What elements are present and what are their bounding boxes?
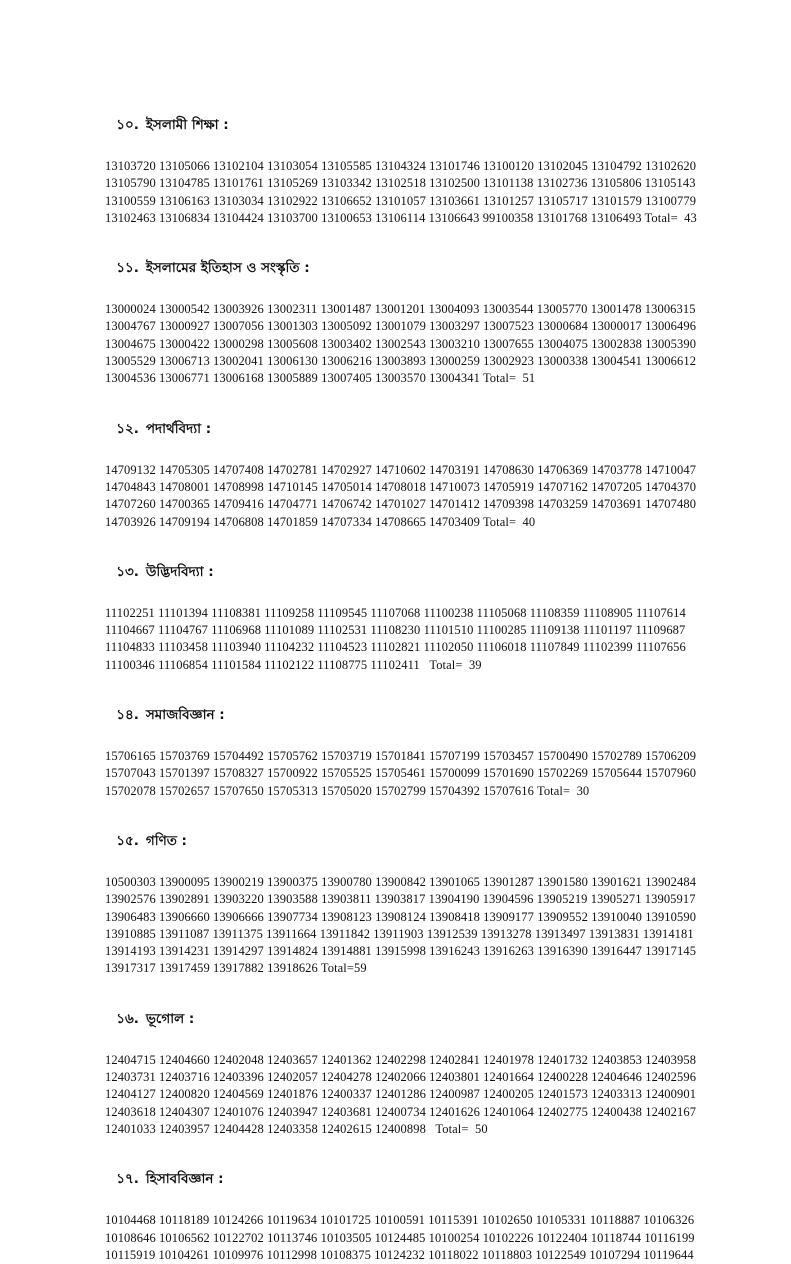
section-heading [88, 100, 721, 151]
section-number: ১৪. [116, 707, 139, 724]
section-title: উদ্ভিদবিদ্যা : [145, 563, 214, 580]
roll-number-row: 14707260 14700365 14709416 14704771 14706742 14701027 14701412 14709398 14703259 14703691 14707480 [105, 497, 697, 512]
roll-number-row: 13004767 13000927 13007056 13001303 13005092 13001079 13003297 13007523 13000684 13000017 13006496 [105, 319, 697, 334]
section-number: ১৭. [116, 1171, 139, 1188]
subject-section [88, 816, 721, 978]
section-rows [88, 462, 721, 531]
section-title: ইসলামের ইতিহাস ও সংস্কৃতি : [145, 260, 310, 277]
section-title: ভূগোল : [145, 1010, 195, 1027]
roll-number-row: 12403618 12404307 12401076 12403947 12403681 12400734 12401626 12401064 12402775 12400438 12402167 [105, 1104, 697, 1119]
roll-number-row: 13917317 13917459 13917882 13918626 Total=59 [105, 961, 367, 976]
roll-number-row: 12404127 12400820 12404569 12401876 12400337 12401286 12400987 12400205 12401573 12403313 12400901 [105, 1087, 697, 1102]
roll-number-row: 13102463 13106834 13104424 13103700 13100653 13106114 13106643 99100358 13101768 13106493 Total= 43 [105, 210, 697, 225]
section-heading [88, 1154, 721, 1205]
roll-number-row: 13005529 13006713 13002041 13006130 13006216 13003893 13000259 13002923 13000338 13004541 13006612 [105, 354, 697, 369]
section-rows [88, 605, 721, 674]
section-heading [88, 547, 721, 598]
subject-section [88, 994, 721, 1138]
section-heading [88, 994, 721, 1045]
roll-number-row: 15702078 15702657 15707650 15705313 15705020 15702799 15704392 15707616 Total= 30 [105, 783, 590, 798]
roll-number-row: 10108646 10106562 10122702 10113746 10103505 10124485 10100254 10102226 10122404 10118744 10116199 [105, 1230, 695, 1245]
roll-number-row: 10104468 10118189 10124266 10119634 10101725 10100591 10115391 10102650 10105331 10118887 10106326 [105, 1213, 695, 1228]
roll-number-row: 11102251 11101394 11108381 11109258 11109545 11107068 11100238 11105068 11108359 11108905 11107614 [105, 605, 686, 620]
section-rows [88, 748, 721, 800]
section-number: ১২. [116, 420, 139, 437]
section-number: ১৫. [116, 832, 139, 849]
subject-section [88, 100, 721, 227]
roll-number-row: 13004536 13006771 13006168 13005889 13007405 13003570 13004341 Total= 51 [105, 371, 536, 386]
roll-number-row: 13910885 13911087 13911375 13911664 13911842 13911903 13912539 13913278 13913497 13913831 13914181 [105, 926, 694, 941]
section-rows [88, 1052, 721, 1138]
section-title: হিসাববিজ্ঞান : [145, 1171, 224, 1188]
section-title: সমাজবিজ্ঞান : [145, 707, 225, 724]
roll-number-row: 13105790 13104785 13101761 13105269 13103342 13102518 13102500 13101138 13102736 13105806 13105143 [105, 176, 696, 191]
section-heading [88, 243, 721, 294]
roll-number-row: 13906483 13906660 13906666 13907734 13908123 13908124 13908418 13909177 13909552 13910040 13910590 [105, 909, 697, 924]
section-heading [88, 816, 721, 867]
roll-number-row: 11104833 11103458 11103940 11104232 11104523 11102821 11102050 11106018 11107849 11102399 11107656 [105, 640, 686, 655]
section-heading [88, 690, 721, 741]
roll-number-row: 13914193 13914231 13914297 13914824 13914881 13915998 13916243 13916263 13916390 13916447 13917145 [105, 944, 697, 959]
section-heading [88, 404, 721, 455]
section-title: পদার্থবিদ্যা : [145, 420, 212, 437]
section-number: ১১. [116, 260, 139, 277]
roll-number-row: 14704843 14708001 14708998 14710145 14705014 14708018 14710073 14705919 14707162 14707205 14704370 [105, 479, 697, 494]
section-title: ইসলামী শিক্ষা : [145, 117, 229, 133]
section-rows [88, 874, 721, 978]
section-number: ১০. [116, 117, 139, 133]
section-rows [88, 1212, 721, 1264]
roll-number-row: 15706165 15703769 15704492 15705762 15703719 15701841 15707199 15703457 15700490 15702789 15706209 [105, 749, 697, 764]
roll-number-row: 12403731 12403716 12403396 12402057 12404278 12402066 12403801 12401664 12400228 12404646 12402596 [105, 1070, 697, 1085]
roll-number-row: 13004675 13000422 13000298 13005608 13003402 13002543 13003210 13007655 13004075 13002838 13005390 [105, 336, 697, 351]
roll-number-row: 13000024 13000542 13003926 13002311 13001487 13001201 13004093 13003544 13005770 13001478 13006315 [105, 302, 696, 317]
roll-number-row: 13103720 13105066 13102104 13103054 13105585 13104324 13101746 13100120 13102045 13104792 13102620 [105, 159, 697, 173]
roll-number-row: 10115919 10104261 10109976 10112998 10108375 10124232 10118022 10118803 10122549 10107294 10119644 [105, 1247, 694, 1262]
section-number: ১৬. [116, 1010, 139, 1027]
roll-number-row: 11100346 11106854 11101584 11102122 11108775 11102411 Total= 39 [105, 657, 482, 672]
roll-number-row: 14703926 14709194 14706808 14701859 14707334 14708665 14703409 Total= 40 [105, 514, 536, 529]
subject-section [88, 690, 721, 800]
roll-number-row: 12401033 12403957 12404428 12403358 12402615 12400898 Total= 50 [105, 1121, 488, 1136]
roll-number-row: 13902576 13902891 13903220 13903588 13903811 13903817 13904190 13904596 13905219 13905271 13905917 [105, 892, 696, 907]
section-rows [88, 158, 721, 227]
roll-number-row: 12404715 12404660 12402048 12403657 12401362 12402298 12402841 12401978 12401732 12403853 12403958 [105, 1052, 697, 1067]
subject-section [88, 1154, 721, 1264]
roll-number-row: 13100559 13106163 13103034 13102922 13106652 13101057 13103661 13101257 13105717 13101579 13100779 [105, 193, 697, 208]
roll-number-row: 11104667 11104767 11106968 11101089 11102531 11108230 11101510 11100285 11109138 11101197 11109687 [105, 623, 686, 638]
section-number: ১৩. [116, 563, 139, 580]
roll-number-row: 15707043 15701397 15708327 15700922 15705525 15705461 15700099 15701690 15702269 15705644 15707960 [105, 766, 697, 781]
roll-number-row: 14709132 14705305 14707408 14702781 14702927 14710602 14703191 14708630 14706369 14703778 14710047 [105, 462, 697, 477]
subject-section [88, 547, 721, 674]
roll-number-row: 10500303 13900095 13900219 13900375 13900780 13900842 13901065 13901287 13901580 13901621 13902484 [105, 874, 697, 889]
section-rows [88, 301, 721, 387]
subject-section [88, 243, 721, 387]
subject-section [88, 404, 721, 531]
section-title: গণিত : [145, 832, 187, 849]
